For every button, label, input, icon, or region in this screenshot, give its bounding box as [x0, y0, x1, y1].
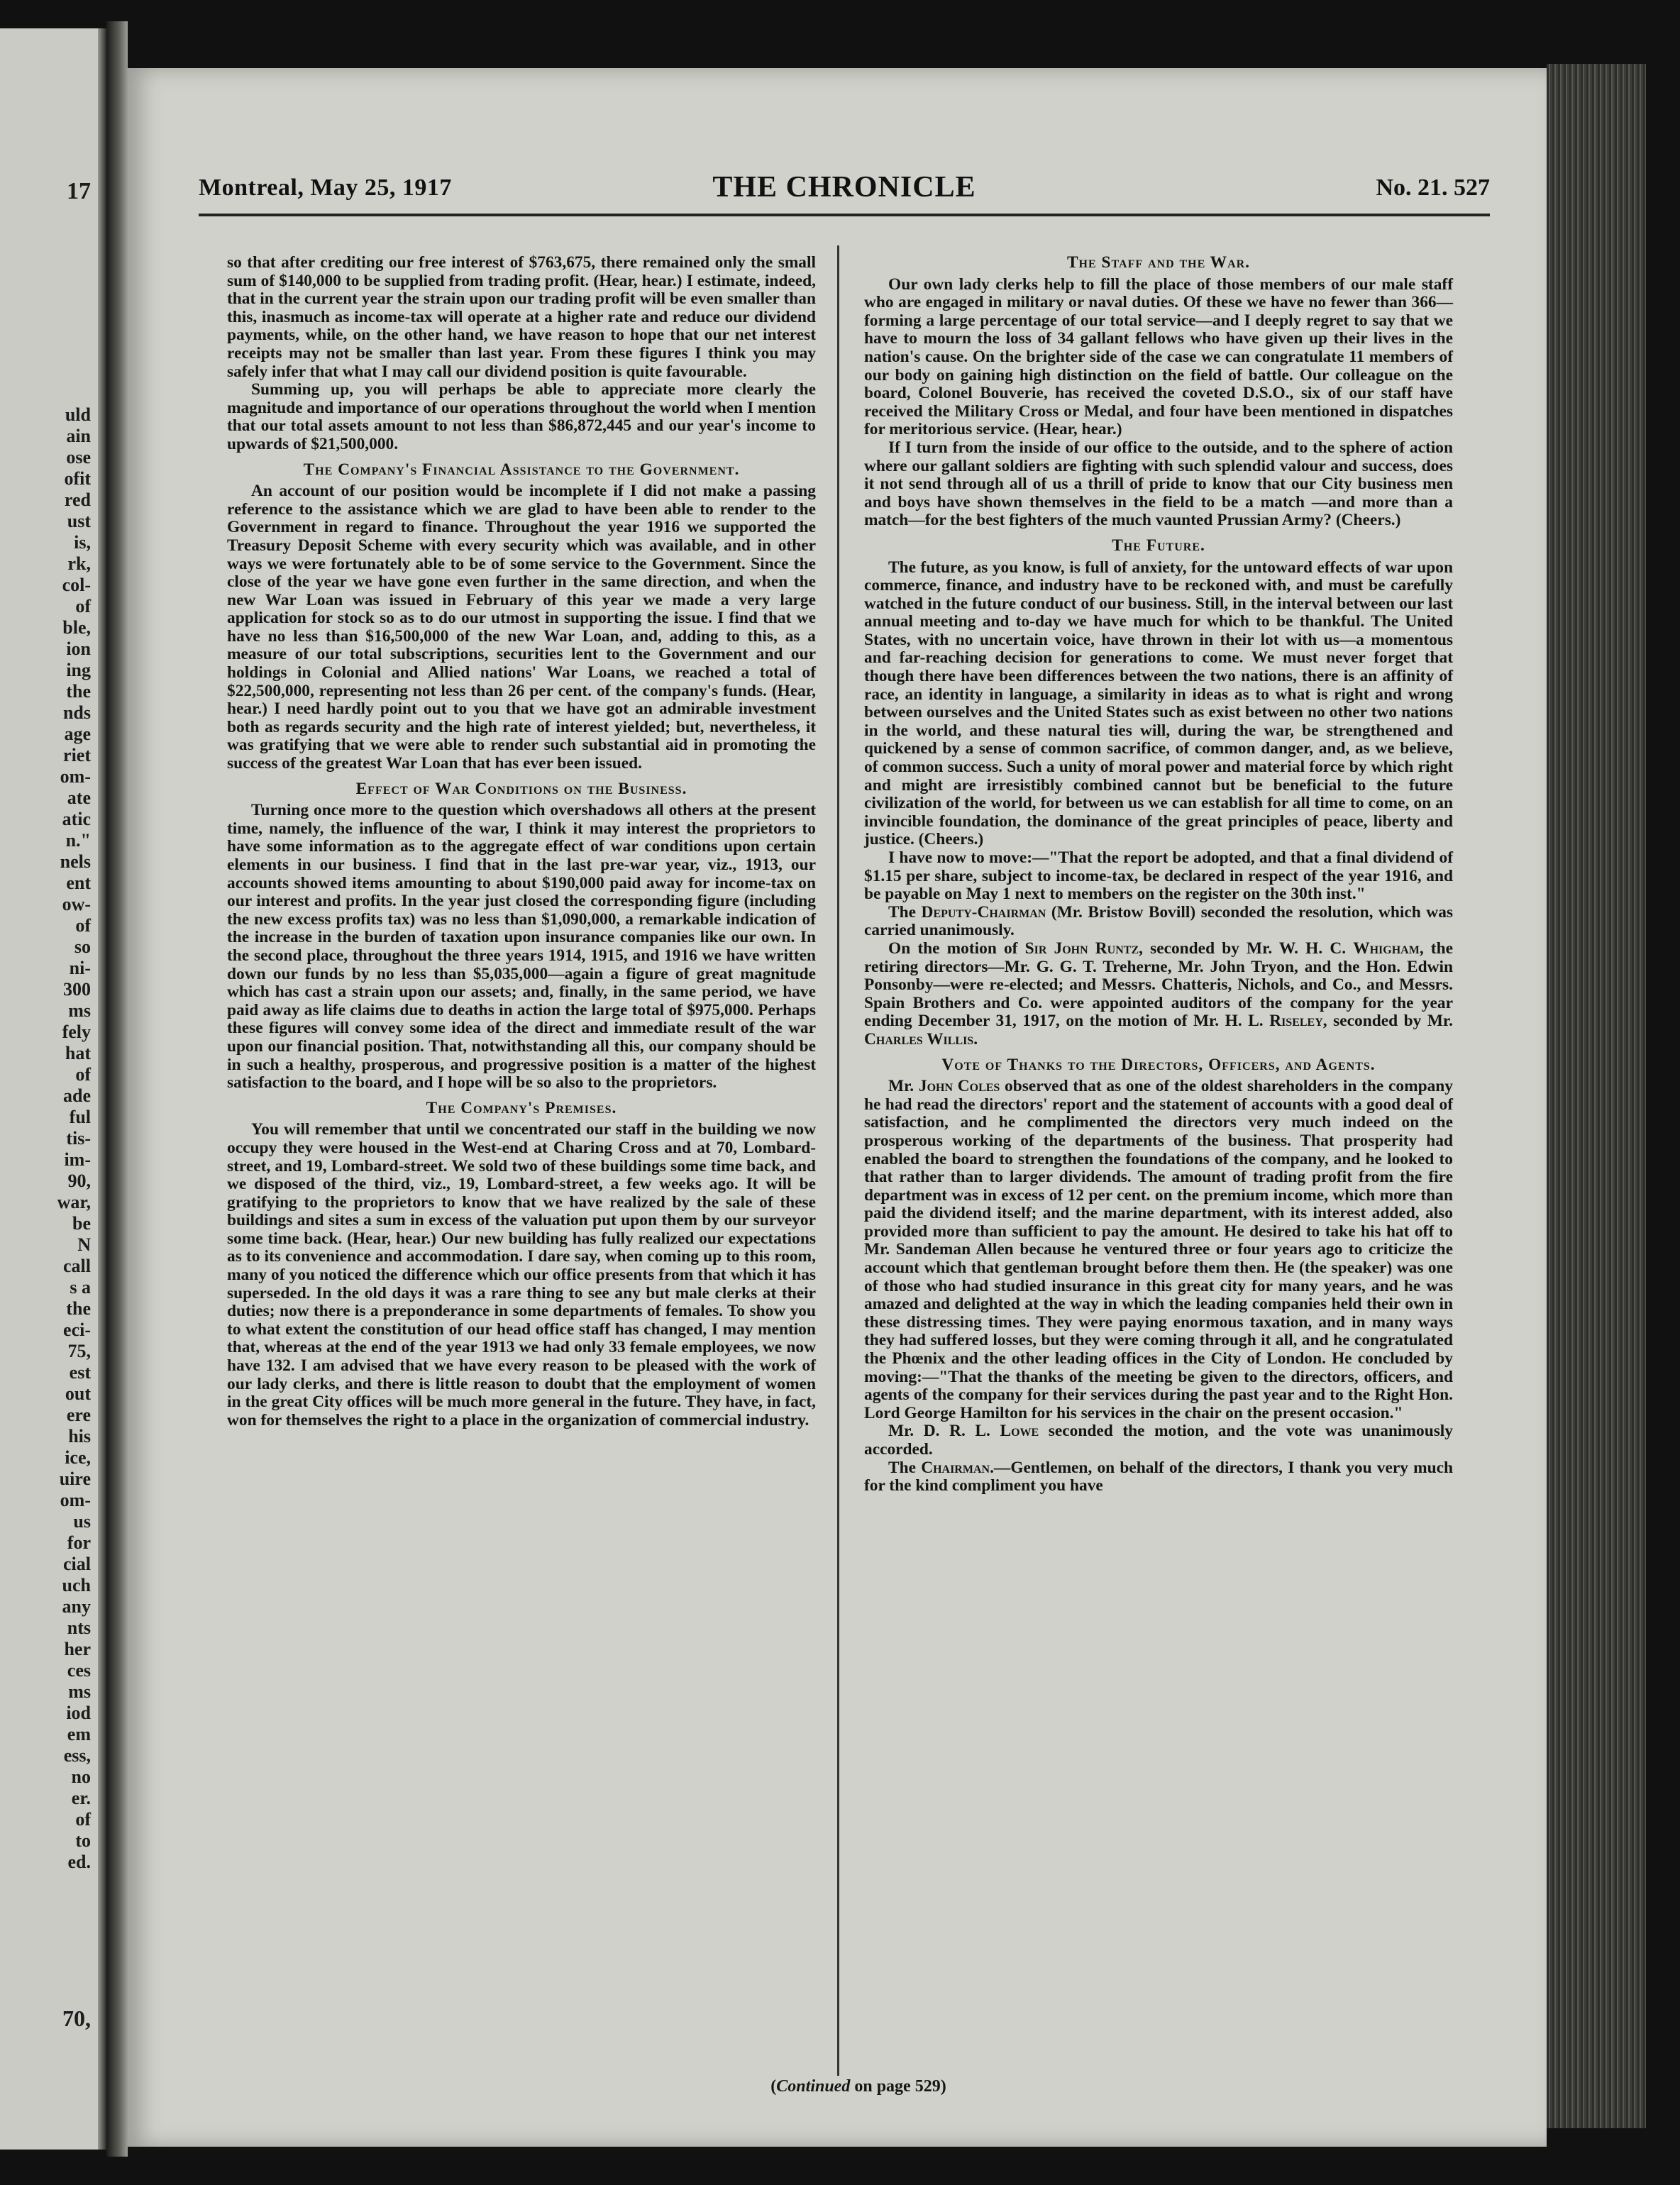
person-name: Whigham [1353, 939, 1420, 958]
facing-page-line-fragment: s a [70, 1277, 91, 1298]
facing-page-line-fragment: ful [69, 1107, 91, 1127]
facing-page-line-fragment: 300 [63, 979, 91, 1000]
paragraph: Our own lady clerks help to fill the place of those members of our male staff who are engaged in military or naval duties. Of these we have no fewer than 366—forming a large percentage of our total service—and I deeply regret to say that we have to mourn the loss of 34 gallant fellows who have given up their lives in the nation's cause. On the brighter side of the case we can congratulate 11 members of our body on gaining high distinction on the field of battle. Our colleague on the board, Colonel Bouverie, has received the coveted D.S.O., six of our staff have received the Military Cross or Medal, and four have been mentioned in dispatches for meritorious service. (Hear, hear.) [864, 275, 1453, 439]
header-rule [199, 214, 1490, 216]
facing-page-line-fragment: so [74, 936, 91, 957]
facing-page-line-fragment: of [75, 915, 91, 936]
facing-page-line-fragment: ate [67, 787, 91, 808]
facing-page-line-fragment: iod [66, 1703, 91, 1723]
book-gutter [106, 21, 128, 2157]
facing-page-line-fragment: ere [66, 1405, 91, 1425]
facing-page-line-fragment: his [68, 1426, 91, 1446]
facing-page-line-fragment: ing [66, 660, 91, 680]
facing-page-line-fragment: call [63, 1256, 91, 1276]
paragraph [864, 940, 1453, 1049]
facing-page-line-fragment: out [65, 1383, 91, 1404]
text-run: Mr. [888, 1077, 919, 1096]
facing-page-line-fragment: ms [68, 1681, 91, 1702]
facing-page-line-fragment: 90, [67, 1171, 91, 1191]
facing-page-line-fragment: fely [62, 1022, 91, 1042]
facing-page-line-fragment: em [67, 1724, 91, 1744]
text-run: , seconded by Mr. [1322, 1012, 1454, 1031]
paragraph: You will remember that until we concentrated our staff in the building we now occupy they were housed in the West-end at Charing Cross and at 70, Lombard-street, and 19, Lombard-street. We sold two of these buildings some time back, and we disposed of the third, viz., 19, Lombard-street, a few weeks ago. It will be gratifying to the proprietors to know that we have realized by the sale of these buildings and sites a sum in excess of the valuation put upon them by our surveyor some time back. (Hear, hear.) Our new building has fully realized our expectations as to its convenience and accommodation. I dare say, when coming up to this room, many of you noticed the difference which our office presents from that which it has superseded. In the old days it was a rare thing to see any but male clerks at their duties; now there is a preponderance in some departments of females. To show you to what extent the constitution of our head office staff has changed, I may mention that, whereas at the end of the year 1913 we had only 33 female employees, we now have 132. I am advised that we have every reason to be pleased with the work of our lady clerks, and there is little reason to doubt that the employment of women in the great City offices will be much more general in the future. They have, in fact, won for themselves the right to a place in the organization of commercial industry. [227, 1120, 816, 1429]
facing-page-line-fragment: rk, [67, 553, 91, 574]
speaker-name: Lowe [1000, 1422, 1039, 1441]
text-run: Mr. D. R. L. [888, 1422, 1000, 1441]
facing-page-line-fragment: est [69, 1362, 91, 1383]
text-run: The [888, 902, 922, 922]
facing-page-line-fragment: any [62, 1596, 91, 1617]
continued-note: (Continued on page 529) [770, 2077, 946, 2096]
person-name: Charles Willis [864, 1029, 974, 1049]
facing-page-line-fragment: ces [67, 1660, 91, 1681]
facing-page-line-fragment: ms [68, 1000, 91, 1021]
section-heading: The Company's Financial Assistance to the Government. [303, 460, 740, 479]
facing-page-line-fragment: nts [67, 1617, 91, 1638]
continued-page-ref: on page 529) [850, 2077, 946, 2096]
facing-page-line-fragment: us [73, 1511, 91, 1532]
section-heading: Effect of War Conditions on the Business. [355, 779, 687, 798]
facing-page-line-fragment: uld [65, 404, 91, 425]
facing-page-line-fragment: no [71, 1766, 91, 1787]
facing-page-line-fragment: ent [66, 873, 91, 893]
facing-page-line-fragment: of [75, 596, 91, 616]
facing-page-line-fragment: for [67, 1532, 91, 1553]
facing-page-line-fragment: im- [64, 1149, 91, 1170]
facing-page-line-fragment: ow- [62, 894, 91, 914]
page-header [199, 171, 1490, 217]
facing-page-line-fragment: uch [62, 1575, 91, 1595]
paragraph: If I turn from the inside of our office to the outside, and to the sphere of action where our gallant soldiers are fighting with such splendid valour and success, does it not send through all of us a thrill of pride to know that our City business men and boys have shown themselves in the field to be a match —and more than a match—for the best fighters of the much vaunted Prussian Army? (Cheers.) [864, 438, 1453, 530]
facing-page-line-fragment: be [72, 1213, 91, 1234]
facing-page-line-fragment: om- [60, 766, 91, 787]
facing-page-line-fragment: of [75, 1064, 91, 1085]
facing-page-line-fragment: of [75, 1809, 91, 1830]
text-run: (Mr. Bristow Bovill) seconded the resolution, which was carried unanimously. [864, 902, 1453, 940]
facing-page-line-fragment: the [66, 681, 91, 702]
text-run: On the motion of [888, 939, 1025, 958]
speaker-name: Deputy-Chairman [921, 902, 1046, 922]
facing-page-line-fragment: 75, [67, 1341, 91, 1361]
section-heading: Vote of Thanks to the Directors, Officers, and Agents. [941, 1055, 1376, 1074]
paragraph: I have now to move:—"That the report be adopted, and that a final dividend of $1.15 per share, subject to income-tax, be declared in respect of the year 1916, and be payable on May 1 next to members on the register on the 30th inst." [864, 848, 1453, 904]
facing-page-line-fragment: ice, [65, 1447, 91, 1468]
facing-page-header-fragment: 17 [67, 178, 91, 204]
facing-page-line-fragment: ble, [62, 617, 91, 638]
facing-page-line-fragment: ni- [69, 958, 91, 978]
facing-page-line-fragments [0, 404, 91, 1873]
page-edge-stack [1547, 64, 1646, 2128]
facing-page-line-fragment: ain [66, 426, 91, 446]
person-name: Sir John Runtz [1024, 939, 1139, 958]
paragraph: so that after crediting our free interest of $763,675, there remained only the small sum of $140,000 to be supplied from trading profit. (Hear, hear.) I estimate, indeed, that in the current year the strain upon our trading profit will be even smaller than this, inasmuch as income-tax will operate at a higher rate and reduce our dividend payments, while, on the other hand, we have reason to hope that our net interest receipts may not be smaller than last year. From these figures I think you may safely infer that what I may call our dividend position is quite favourable. [227, 253, 816, 381]
column-divider [837, 245, 839, 2076]
facing-page-line-fragment: her [64, 1639, 91, 1659]
newspaper-page [128, 68, 1547, 2147]
facing-page-line-fragment: riet [63, 745, 91, 765]
person-name: Riseley [1269, 1012, 1323, 1031]
facing-page-line-fragment: hat [65, 1043, 91, 1063]
paragraph: Summing up, you will perhaps be able to appreciate more clearly the magnitude and importance of our operations throughout the world when I mention that our total assets amount to not less than $86,872,445 and our year's income to upwards of $21,500,000. [227, 380, 816, 453]
paragraph [864, 1078, 1453, 1422]
facing-page-line-fragment: eci- [63, 1320, 91, 1340]
text-run: . [973, 1029, 978, 1049]
facing-page-line-fragment: age [64, 724, 91, 744]
right-column [864, 254, 1453, 1495]
facing-page-fragment [0, 28, 106, 2150]
facing-page-line-fragment: the [66, 1298, 91, 1319]
facing-page-line-fragment: nds [62, 702, 91, 723]
facing-page-line-fragment: uire [59, 1468, 91, 1489]
section-heading: The Staff and the War. [1066, 253, 1251, 272]
facing-page-line-fragment: is, [74, 532, 91, 553]
paragraph: The future, as you know, is full of anxiety, for the untoward effects of war upon commerce, finance, and industry have to be reckoned with, and must be carefully watched in the future conduct of our business. Still, in the interval between our last annual meeting and to-day we have much for which to be thankful. The United States, with no uncertain voice, have thrown in their lot with us—a momentous and far-reaching decision for generations to come. We must never forget that though there have been differences between the two nations, there is an affinity of race, an identity in language, a similarity in ideas as to what is right and wrong between ourselves and the United States such as exist between no other two nations in the world, and these natural ties will, during the war, be strengthened and quickened by a sense of common sacrifice, of common danger, and, as we believe, of common success. Such a unity of moral power and material force by which right and might are irresistibly combined cannot but be beneficial to the future civilization of the world, for between us we can establish for all time to come, on an invincible foundation, the dominance of the great principles of peace, liberty and justice. (Cheers.) [864, 558, 1453, 849]
paragraph [864, 904, 1453, 940]
facing-page-line-fragment: col- [62, 575, 91, 595]
text-run: , the retiring directors—Mr. G. G. T. Treherne, Mr. John Tryon, and the Hon. Edwin Ponsonby—were re-elected; and Messrs. Chatteris, Nichols, and Co., and Messrs. Spain Brothers and Co. were appointed auditors of the company for the year ending December 31, 1917, on the motion of Mr. H. L. [864, 939, 1453, 1031]
facing-page-line-fragment: to [75, 1830, 91, 1851]
text-run: seconded the motion, and the vote was unanimously accorded. [864, 1422, 1453, 1459]
facing-page-line-fragment: er. [71, 1788, 91, 1808]
paragraph: Turning once more to the question which overshadows all others at the present time, namely, the influence of the war, I think it may interest the proprietors to have some information as to the aggregate effect of war conditions upon certain elements in our business. I find that in the last pre-war year, viz., 1913, our accounts showed items amounting to about $190,000 paid away for income-tax on our interest and profits. In the year just closed the corresponding figure (including the new excess profits tax) was no less than $1,090,000, a remarkable indication of the increase in the burden of taxation upon insurance companies like our own. In the second place, throughout the three years 1914, 1915, and 1916 we have written down our funds by no less than $5,035,000—again a figure of great magnitude which has cast a strain upon our assets; and, finally, in the same period, we have paid away as life claims due to deaths in action the large total of $975,000. Perhaps these figures will convey some idea of the direct and immediate result of the war upon our financial position. That, notwithstanding all this, our company should be in such a healthy, prosperous, and progressive position is a matter of the highest satisfaction to the board, and I hope will be so also to the proprietors. [227, 801, 816, 1092]
section-heading: The Company's Premises. [426, 1098, 617, 1117]
facing-page-line-fragment: ion [66, 638, 91, 659]
text-run: observed that as one of the oldest shareholders in the company he had read the directors' report and the statement of accounts with a good deal of satisfaction, and he complimented the directors very much indeed on the prosperous working of the departments of the business. That prosperity had enabled the board to strengthen the foundations of the company, and he looked to that rather than to larger dividends. The amount of trading profit from the fire department was in excess of 12 per cent. on the premium income, which more than paid the dividend itself; and the marine department, with its interest added, also provided more than sufficient to pay the amount. He desired to take his hat off to Mr. Sandeman Allen because he ventured three or four years ago to criticize the account which that gentleman brought before them then. He (the speaker) was one of those who had studied insurance in this great city for many years, and he was amazed and delighted at the way in which the leading companies held their own in these distressing times. They were paying enormous taxation, and in many ways they had suffered losses, but they were coming through it all, and he congratulated the Phœnix and the other leading offices in the City of London. He concluded by moving:—"That the thanks of the meeting be given to the directors, officers, and agents of the company for their services during the past year and to the Right Hon. Lord George Hamilton for his services in the chair on the present occasion." [864, 1077, 1453, 1422]
facing-page-line-fragment: atic [62, 809, 91, 829]
speaker-name: Chairman [921, 1458, 990, 1477]
text-run: , seconded by Mr. W. H. C. [1139, 939, 1354, 958]
facing-page-line-fragment: ofit [64, 468, 91, 489]
text-run: The [888, 1458, 922, 1477]
facing-page-line-fragment: ust [67, 511, 91, 531]
facing-page-line-fragment: red [64, 489, 91, 510]
facing-page-line-fragment: war, [57, 1192, 91, 1212]
paragraph [864, 1459, 1453, 1495]
facing-page-line-fragment: nels [60, 851, 91, 872]
paragraph [864, 1422, 1453, 1459]
page-edge-shadow [98, 28, 106, 2150]
continued-label: Continued [776, 2077, 851, 2096]
facing-page-line-fragment: cial [63, 1554, 91, 1574]
paragraph: An account of our position would be incomplete if I did not make a passing reference to the assistance which we are glad to have been able to render to the Government in regard to finance. Throughout the year 1916 we supported the Treasury Deposit Scheme with every security which was available, and in other ways we were fortunately able to be of some service to the Government. Since the close of the year we have gone even further in the same direction, and when the new War Loan was issued in February of this year we made a very large application for stock so as to do our utmost in supporting the issue. I find that we have no less than $16,500,000 of the new War Loan, and, adding to this, as a measure of our total subscriptions, securities lent to the Government and our holdings in Colonial and Allied nations' War Loans, we reached a total of $22,500,000, representing not less than 26 per cent. of the company's funds. (Hear, hear.) I need hardly point out to you that we have got an admirable investment both as regards security and the high rate of interest yielded; but, nevertheless, it was gratifying that we were able to render such substantial aid in promoting the success of the greatest War Loan that has ever been issued. [227, 482, 816, 773]
facing-page-line-fragment: ade [63, 1085, 91, 1106]
left-column [227, 254, 816, 1429]
facing-page-line-fragment: om- [60, 1490, 91, 1510]
text-run: .—Gentlemen, on behalf of the directors, I thank you very much for the kind compliment you have [864, 1458, 1454, 1495]
facing-page-line-fragment: N [77, 1234, 91, 1255]
facing-page-footer-fragment: 70, [62, 2006, 91, 2031]
facing-page-line-fragment: n." [65, 830, 91, 851]
header-issue-page: No. 21. 527 [1376, 175, 1490, 201]
masthead-title: THE CHRONICLE [712, 171, 976, 204]
speaker-name: John Coles [918, 1077, 1000, 1096]
facing-page-line-fragment: ed. [67, 1852, 91, 1872]
header-place-date: Montreal, May 25, 1917 [199, 175, 452, 201]
section-heading: The Future. [1112, 536, 1205, 555]
facing-page-line-fragment: ose [66, 447, 91, 468]
facing-page-line-fragment: ess, [63, 1745, 91, 1766]
facing-page-line-fragment: tis- [66, 1128, 91, 1149]
